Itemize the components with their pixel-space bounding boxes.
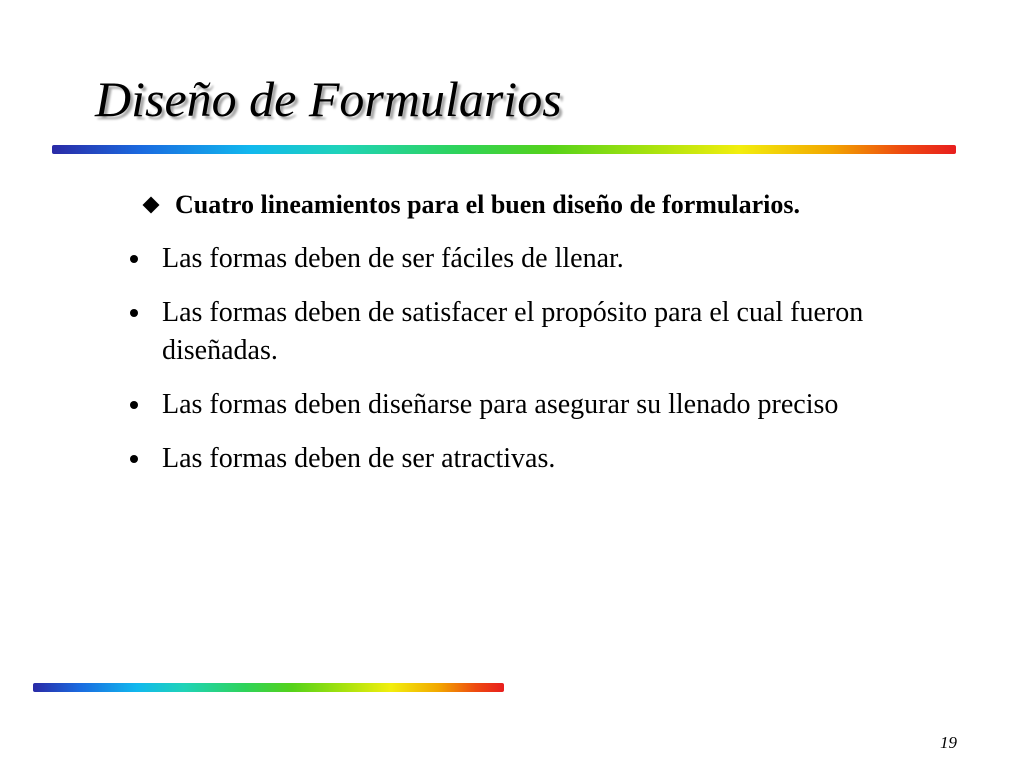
bullet-item: [130, 294, 960, 370]
bullet-text: Las formas deben diseñarse para asegurar su llenado preciso: [162, 389, 839, 420]
title-underline-rainbow-bar: [52, 145, 956, 154]
bullet-text: Las formas deben de ser fáciles de llenar.: [162, 243, 624, 274]
bullet-item: [130, 386, 960, 424]
bullet-text: Las formas deben de satisfacer el propósito para el cual fueron diseñadas.: [162, 297, 864, 366]
bullet-dot-icon: [130, 455, 138, 463]
bullet-item: [130, 240, 960, 278]
bullet-dot-icon: [130, 255, 138, 263]
section-heading: [140, 190, 800, 220]
page-number: 19: [940, 733, 957, 752]
diamond-bullet-icon: [143, 197, 160, 214]
bullet-list: [130, 240, 960, 494]
bullet-item: [130, 440, 960, 478]
section-heading-text: Cuatro lineamientos para el buen diseño de formularios.: [175, 190, 800, 219]
slide-title: Diseño de Formularios: [95, 71, 562, 127]
bullet-dot-icon: [130, 401, 138, 409]
bullet-text: Las formas deben de ser atractivas.: [162, 443, 556, 474]
bullet-dot-icon: [130, 309, 138, 317]
footer-rainbow-bar: [33, 683, 504, 692]
